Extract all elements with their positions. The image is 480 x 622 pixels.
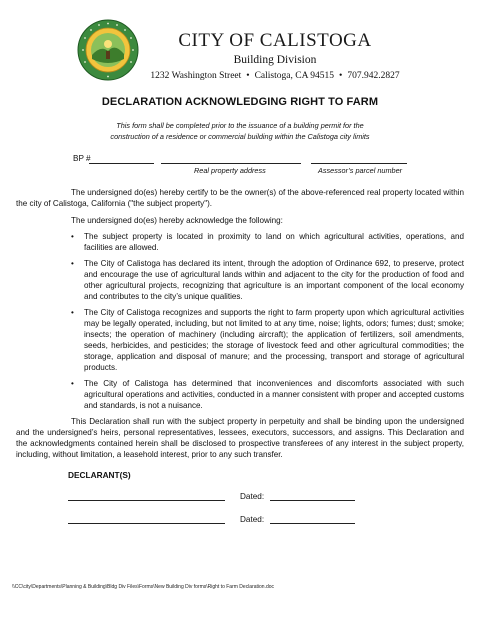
city-seal-logo (77, 19, 139, 81)
acknowledgment-list (16, 231, 464, 411)
bullet-icon: • (71, 232, 74, 241)
seal-sun (104, 40, 112, 48)
parcel-number-caption: Assessor’s parcel number (318, 166, 403, 175)
parcel-number-field[interactable] (311, 163, 407, 164)
list-item (16, 378, 464, 411)
phone-number: 707.942.2827 (347, 71, 400, 81)
acknowledge-paragraph: The undersigned do(es) hereby acknowledge the following: (71, 216, 283, 225)
list-item (16, 307, 464, 373)
list-item-text: The City of Calistoga recognizes and supports the right to farm property upon which agricultural activities may be legally operated, including, but not limited to at any time, noise; lights, odors; fumes; dust; smoke; insects; the operation of machinery (including aircraft); the application of fertilizers, soil amendments, seeds, herbicides, and pesticides; the storage of livestock feed and other agricultural commodities; the storage, application and disposal of manure; and the processing, transport and storage of agricultural products. (84, 308, 464, 372)
separator-dot: • (246, 71, 250, 81)
separator-dot: • (339, 71, 343, 81)
property-address-field[interactable] (161, 163, 301, 164)
division-name: Building Division (233, 54, 317, 66)
list-item-text: The subject property is located in proximity to land on which agricultural activities, operations, and facilities are allowed. (84, 232, 464, 252)
bullet-icon: • (71, 379, 74, 388)
declaration-body (16, 187, 464, 460)
instructions-line-1: This form shall be completed prior to the issuance of a building permit for the (116, 121, 364, 130)
list-item-text: The City of Calistoga has declared its intent, through the adoption of Ordinance 692, to preserve, protect and encourage the use of agricultural lands within and adjacent to the city for the production of food and other agricultural projects, recognizing that agriculture is an important component of the local economy and contributes to the city’s unique qualities. (84, 259, 464, 301)
signature-row-1 (68, 492, 468, 504)
list-item-text: The City of Calistoga has determined that inconveniences and discomforts associated with such agricultural operations and activities, conducted in a manner consistent with proper and accepted customs and standards, is not a nuisance. (84, 379, 464, 410)
document-title: DECLARATION ACKNOWLEDGING RIGHT TO FARM (101, 96, 379, 108)
closing-paragraph: This Declaration shall run with the subject property in perpetuity and shall be binding upon the undersigned and the undersigned’s heirs, personal representatives, lessees, executors, successors, and assigns. This Declaration and the acknowledgments contained herein shall be disclosed to prospective transferees of any interest in the subject property, including, without limitation, a leasehold interest, prior to any such transfer. (16, 417, 464, 459)
date-field[interactable] (270, 523, 355, 524)
property-info-row (0, 154, 480, 178)
dated-label: Dated: (240, 492, 265, 501)
signature-field[interactable] (68, 523, 225, 524)
instructions-line-2: construction of a residence or commercial building within the Calistoga city limits (110, 132, 370, 141)
bullet-icon: • (71, 308, 74, 317)
list-item (16, 231, 464, 253)
signature-row-2 (68, 515, 468, 527)
declarants-heading: DECLARANT(S) (68, 470, 131, 480)
signature-field[interactable] (68, 500, 225, 501)
file-path-footer: \\CC\city\Departments\Planning & Building\Bldg Div Files\Forms\New Building Div forms\Right to Farm Declaration.doc (12, 584, 275, 590)
bullet-icon: • (71, 259, 74, 268)
seal-tree-icon (106, 51, 110, 59)
contact-line (150, 70, 400, 83)
intro-paragraph: The undersigned do(es) hereby certify to be the owner(s) of the above-referenced real property located within the city of Calistoga, California ("the subject property"). (16, 188, 464, 208)
instructions (60, 120, 420, 142)
property-address-caption: Real property address (194, 166, 266, 175)
bp-number-label: BP # (73, 154, 91, 163)
dated-label: Dated: (240, 515, 265, 524)
letterhead (150, 30, 400, 83)
bp-number-field[interactable] (89, 163, 154, 164)
list-item (16, 258, 464, 302)
date-field[interactable] (270, 500, 355, 501)
city-name: CITY OF CALISTOGA (178, 30, 372, 51)
street-address: 1232 Washington Street (150, 71, 242, 81)
city-state-zip: Calistoga, CA 94515 (254, 71, 335, 81)
